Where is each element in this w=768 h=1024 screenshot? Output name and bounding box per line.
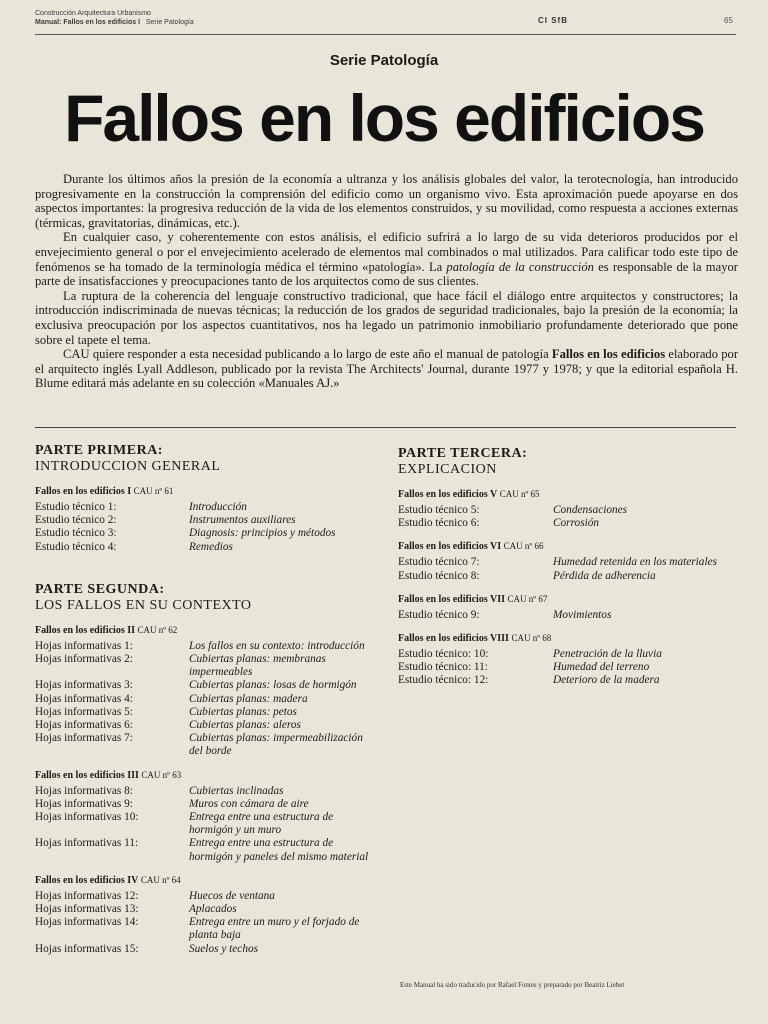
entry-title: Entrega entre una estructura de hormigón y paneles del mismo material bbox=[189, 837, 369, 863]
section-issue: CAU nº 61 bbox=[133, 486, 174, 496]
contents-section bbox=[398, 488, 738, 530]
contents-row bbox=[398, 556, 738, 569]
intro-p4-text-end: elaborado por el arquitecto inglés Lyall Addleson, publicado por la revista The Architects' Journal, durante 1977 y 1978; y que la editorial española H. Blume editará más adelante en su colección «Manuales AJ.» bbox=[35, 347, 739, 391]
section-heading bbox=[35, 624, 375, 637]
intro-paragraph-3: La ruptura de la coherencia del lenguaje constructivo tradicional, que hace fácil el diálogo entre arquitectos y constructores; la introducción indiscriminada de nuevas técnicas; la reducción de los grados de seguridad tradicionales, bajo la presión de la economía; la exclusiva preocupación por los aspectos cuantitativos, nos ha legado un patrimonio inmobiliario profundamente deteriorado que pone sobre el tapete el tema. bbox=[35, 288, 738, 347]
intro-p4-bold: Fallos en los edificios bbox=[551, 347, 666, 362]
entry-title: Entrega entre una estructura de hormigón y un muro bbox=[189, 811, 334, 837]
part-heading: PARTE SEGUNDA: bbox=[35, 581, 165, 597]
contents-row bbox=[35, 514, 375, 527]
contents-row bbox=[398, 570, 738, 583]
entry-label: Estudio técnico 4: bbox=[35, 540, 117, 553]
contents-row bbox=[398, 648, 738, 661]
section-name: Fallos en los edificios IV bbox=[35, 874, 139, 886]
section-issue: CAU nº 63 bbox=[141, 769, 182, 780]
section-issue: CAU nº 68 bbox=[511, 633, 552, 644]
entry-title: Penetración de la lluvia bbox=[553, 648, 662, 661]
section-issue: CAU nº 62 bbox=[137, 624, 178, 635]
section-heading bbox=[35, 485, 375, 498]
entry-title: Suelos y techos bbox=[189, 942, 259, 955]
entry-title: Cubiertas planas: aleros bbox=[189, 719, 301, 732]
entry-title: Cubiertas planas: madera bbox=[189, 692, 308, 705]
entry-label: Estudio técnico 1: bbox=[35, 501, 117, 513]
contents-row bbox=[35, 798, 375, 811]
section-issue: CAU nº 67 bbox=[507, 593, 548, 604]
contents-row bbox=[35, 501, 375, 514]
section-heading bbox=[398, 540, 738, 553]
entry-label: Estudio técnico 5: bbox=[398, 504, 480, 516]
contents-row bbox=[35, 890, 375, 903]
entry-title: Pérdida de adherencia bbox=[553, 569, 656, 582]
intro-p2-italic: patología de la construcción bbox=[446, 259, 594, 274]
contents-section bbox=[35, 485, 375, 554]
contents-section bbox=[35, 769, 375, 864]
entry-label: Hojas informativas 1: bbox=[35, 639, 133, 652]
part-heading: PARTE PRIMERA: bbox=[35, 443, 163, 458]
entry-label: Hojas informativas 8: bbox=[35, 784, 133, 797]
section-name: Fallos en los edificios VII bbox=[398, 593, 506, 605]
contents-row bbox=[35, 719, 375, 732]
contents-row bbox=[35, 903, 375, 916]
entry-label: Hojas informativas 15: bbox=[35, 942, 139, 955]
contents-row bbox=[35, 785, 375, 798]
page-title: Fallos en los edificios bbox=[64, 81, 704, 155]
part-subheading: LOS FALLOS EN SU CONTEXTO bbox=[35, 597, 252, 613]
part-heading: PARTE TERCERA: bbox=[398, 446, 528, 461]
entry-title: Cubiertas planas: membranas impermeables bbox=[189, 653, 326, 679]
translation-credit: Este Manual ha sido traducido por Rafael Fontes y preparado por Beatriz Liebet bbox=[400, 981, 625, 989]
part-segunda bbox=[35, 582, 375, 956]
entry-label: Hojas informativas 2: bbox=[35, 653, 133, 666]
entry-title: Introducción bbox=[189, 501, 247, 513]
section-issue: CAU nº 65 bbox=[499, 489, 540, 499]
entry-label: Hojas informativas 11: bbox=[35, 837, 139, 850]
entry-label: Estudio técnico 6: bbox=[398, 517, 480, 530]
intro-p2-text: En cualquier caso, y coherentemente con estos análisis, el edificio sufrirá a lo largo de su vida deterioros producidos por el envejecimiento general o por el envejecimiento acelerado de elementos mal combinados o mal utilizados. Para calificar todo este tipo de fenómenos se ha tomado de la terminología médica el término «patología». La bbox=[35, 230, 738, 274]
entry-label: Hojas informativas 13: bbox=[35, 903, 139, 916]
intro-paragraph-4 bbox=[35, 347, 738, 391]
entry-label: Estudio técnico: 11: bbox=[398, 661, 488, 674]
section-heading bbox=[398, 632, 738, 645]
contents-row bbox=[35, 837, 375, 863]
entry-title: Corrosión bbox=[553, 517, 600, 530]
entry-title: Cubiertas inclinadas bbox=[189, 784, 284, 797]
entry-label: Estudio técnico 7: bbox=[398, 556, 480, 569]
entry-title: Los fallos en su contexto: introducción bbox=[189, 639, 365, 652]
contents-row bbox=[398, 609, 738, 622]
entry-title: Muros con cámara de aire bbox=[189, 797, 309, 810]
entry-label: Hojas informativas 6: bbox=[35, 719, 133, 732]
contents-section bbox=[35, 624, 375, 759]
entry-title: Entrega entre un muro y el forjado de planta baja bbox=[189, 916, 360, 942]
contents-row bbox=[35, 653, 375, 679]
contents-row bbox=[35, 943, 375, 956]
entry-label: Estudio técnico: 12: bbox=[398, 674, 489, 687]
intro-text bbox=[35, 172, 738, 391]
contents-row bbox=[35, 527, 375, 540]
contents-row bbox=[398, 674, 738, 687]
entry-label: Hojas informativas 10: bbox=[35, 811, 139, 824]
entry-label: Hojas informativas 9: bbox=[35, 797, 133, 810]
header-line-2 bbox=[35, 18, 194, 27]
intro-paragraph-2 bbox=[35, 230, 738, 288]
series-label: Serie Patología bbox=[329, 52, 439, 69]
entry-label: Estudio técnico 3: bbox=[35, 527, 117, 540]
entry-label: Estudio técnico 8: bbox=[398, 569, 480, 582]
contents-section bbox=[398, 632, 738, 688]
contents-left-column bbox=[35, 443, 375, 966]
section-name: Fallos en los edificios II bbox=[35, 624, 136, 636]
entry-title: Cubiertas planas: impermeabilización del borde bbox=[189, 732, 363, 758]
contents-section bbox=[35, 874, 375, 956]
section-name: Fallos en los edificios I bbox=[35, 486, 132, 497]
contents-row bbox=[398, 517, 738, 530]
running-header bbox=[35, 9, 194, 27]
section-heading bbox=[35, 874, 375, 887]
intro-p4-text: CAU quiere responder a esta necesidad publicando a lo largo de este año el manual de patología bbox=[63, 347, 552, 362]
section-rule bbox=[35, 427, 736, 428]
header-line-1: Construcción Arquitectura Urbanismo bbox=[35, 10, 151, 17]
intro-paragraph-1: Durante los últimos años la presión de la economía a ultranza y los análisis globales del valor, la terotecnología, han introducido progresivamente en la construcción la comprensión del edificio como un organismo vivo. Esta aproximación puede apoyarse en dos aspectos importantes: la progresiva reducción de la vida de los elementos construidos, y su movilidad, como respuesta a acciones externas (térmicas, gravitatorias, dinámicas, etc.). bbox=[35, 172, 738, 230]
section-issue: CAU nº 66 bbox=[503, 541, 544, 552]
entry-label: Hojas informativas 3: bbox=[35, 679, 133, 692]
entry-label: Hojas informativas 12: bbox=[35, 889, 139, 902]
contents-right-column bbox=[398, 446, 738, 698]
entry-label: Hojas informativas 14: bbox=[35, 916, 139, 929]
section-name: Fallos en los edificios V bbox=[398, 489, 498, 500]
entry-title: Huecos de ventana bbox=[189, 889, 275, 902]
entry-label: Hojas informativas 4: bbox=[35, 692, 133, 705]
page-number: 65 bbox=[724, 16, 733, 25]
entry-title: Aplacados bbox=[189, 903, 237, 916]
header-rule bbox=[35, 34, 736, 35]
entry-label: Estudio técnico: 10: bbox=[398, 648, 489, 661]
contents-row bbox=[35, 541, 375, 554]
contents-row bbox=[35, 640, 375, 653]
section-name: Fallos en los edificios VI bbox=[398, 541, 502, 553]
entry-label: Estudio técnico 2: bbox=[35, 514, 117, 527]
contents-row bbox=[35, 732, 375, 758]
part-subheading: EXPLICACION bbox=[398, 462, 497, 477]
entry-title: Cubiertas planas: losas de hormigón bbox=[189, 679, 357, 692]
entry-title: Movimientos bbox=[553, 608, 612, 621]
section-heading bbox=[35, 769, 375, 782]
part-subheading: INTRODUCCION GENERAL bbox=[35, 459, 221, 474]
contents-row bbox=[35, 679, 375, 692]
contents-row bbox=[35, 916, 375, 942]
part-tercera bbox=[398, 446, 738, 688]
header-series: Serie Patología bbox=[145, 19, 194, 26]
header-classification: CI SfB bbox=[538, 16, 568, 25]
contents-section bbox=[398, 540, 738, 582]
entry-title: Deterioro de la madera bbox=[553, 674, 660, 687]
entry-title: Condensaciones bbox=[553, 504, 628, 516]
header-manual-title: Manual: Fallos en los edificios I bbox=[35, 19, 141, 26]
entry-label: Estudio técnico 9: bbox=[398, 608, 480, 621]
contents-row bbox=[35, 693, 375, 706]
entry-title: Remedios bbox=[189, 540, 233, 553]
entry-label: Hojas informativas 5: bbox=[35, 705, 133, 718]
entry-title: Humedad retenida en los materiales bbox=[553, 556, 717, 569]
contents-row bbox=[35, 706, 375, 719]
section-heading bbox=[398, 593, 738, 606]
section-name: Fallos en los edificios III bbox=[35, 769, 139, 781]
contents-section bbox=[398, 593, 738, 622]
part-primera bbox=[35, 443, 375, 554]
entry-title: Instrumentos auxiliares bbox=[189, 514, 296, 527]
entry-title: Cubiertas planas: petos bbox=[189, 705, 297, 718]
section-heading bbox=[398, 488, 738, 501]
intro-p2-text-end: es responsable de la mayor parte de insatisfacciones y preocupaciones tanto de los arquitectos como de sus clientes. bbox=[35, 259, 738, 289]
entry-title: Diagnosis: principios y métodos bbox=[189, 527, 336, 540]
entry-label: Hojas informativas 7: bbox=[35, 732, 133, 745]
section-name: Fallos en los edificios VIII bbox=[398, 633, 509, 645]
contents-row bbox=[398, 661, 738, 674]
contents-row bbox=[398, 504, 738, 517]
section-issue: CAU nº 64 bbox=[140, 874, 181, 885]
entry-title: Humedad del terreno bbox=[553, 661, 650, 674]
contents-row bbox=[35, 811, 375, 837]
